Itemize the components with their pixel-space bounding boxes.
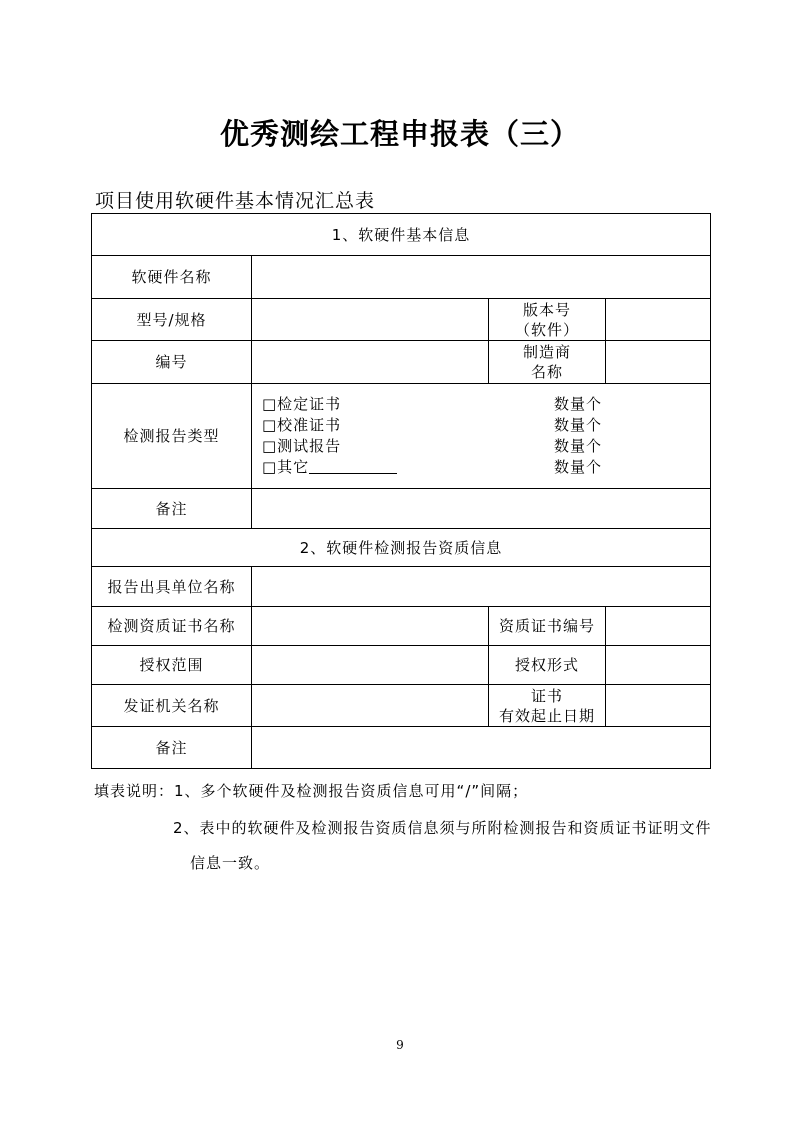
validity-label-line2: 有效起止日期 bbox=[498, 706, 595, 725]
validity-label bbox=[489, 685, 606, 727]
page-title: 优秀测绘工程申报表（三） bbox=[219, 117, 580, 151]
checkbox-other-label: □其它 bbox=[262, 458, 310, 476]
remark2-label: 备注 bbox=[92, 727, 252, 769]
section1-header: 1、软硬件基本信息 bbox=[92, 214, 711, 256]
remark2-row bbox=[92, 727, 711, 769]
maker-field[interactable] bbox=[606, 341, 711, 384]
quantity-verification[interactable]: 数量个 bbox=[554, 395, 603, 413]
version-field[interactable] bbox=[606, 299, 711, 341]
validity-field[interactable] bbox=[606, 685, 711, 727]
checkbox-test-report[interactable]: □测试报告 bbox=[262, 437, 342, 455]
qualification-field[interactable] bbox=[252, 607, 489, 646]
name-label: 软硬件名称 bbox=[92, 256, 252, 299]
scope-label: 授权范围 bbox=[92, 646, 252, 685]
section2-header-row bbox=[92, 529, 711, 567]
scope-row bbox=[92, 646, 711, 685]
version-label-line2: （软件） bbox=[514, 320, 579, 339]
qualification-row bbox=[92, 607, 711, 646]
qualification-label: 检测资质证书名称 bbox=[92, 607, 252, 646]
number-label: 编号 bbox=[92, 341, 252, 384]
remark1-field[interactable] bbox=[252, 489, 711, 529]
issuer-label: 报告出具单位名称 bbox=[92, 567, 252, 607]
checkbox-calibration-certificate[interactable]: □校准证书 bbox=[262, 416, 342, 434]
note-line-2: 2、表中的软硬件及检测报告资质信息须与所附检测报告和资质证书证明文件 bbox=[173, 819, 712, 837]
version-label-line1: 版本号 bbox=[522, 300, 571, 319]
authority-label: 发证机关名称 bbox=[92, 685, 252, 727]
checkbox-verification-certificate[interactable]: □检定证书 bbox=[262, 395, 342, 413]
other-blank-line[interactable] bbox=[309, 459, 397, 474]
quantity-calibration[interactable]: 数量个 bbox=[554, 416, 603, 434]
note-line-3: 信息一致。 bbox=[190, 854, 271, 872]
model-field[interactable] bbox=[252, 299, 489, 341]
issuer-row bbox=[92, 567, 711, 607]
model-label: 型号/规格 bbox=[92, 299, 252, 341]
cert-number-field[interactable] bbox=[606, 607, 711, 646]
number-field[interactable] bbox=[252, 341, 489, 384]
name-field[interactable] bbox=[252, 256, 711, 299]
section1-header-row bbox=[92, 214, 711, 256]
validity-label-line1: 证书 bbox=[530, 686, 563, 705]
note-line-1: 填表说明：1、多个软硬件及检测报告资质信息可用“/”间隔； bbox=[94, 782, 529, 800]
declaration-form-table bbox=[91, 213, 711, 769]
section2-header: 2、软硬件检测报告资质信息 bbox=[92, 529, 711, 567]
report-type-checklist bbox=[262, 394, 397, 478]
number-row bbox=[92, 341, 711, 384]
remark1-label: 备注 bbox=[92, 489, 252, 529]
authority-field[interactable] bbox=[252, 685, 489, 727]
table-caption: 项目使用软硬件基本情况汇总表 bbox=[95, 190, 376, 212]
authority-row bbox=[92, 685, 711, 727]
auth-form-field[interactable] bbox=[606, 646, 711, 685]
cert-number-label: 资质证书编号 bbox=[489, 607, 606, 646]
page-number: 9 bbox=[396, 1038, 404, 1052]
name-row bbox=[92, 256, 711, 299]
auth-form-label: 授权形式 bbox=[489, 646, 606, 685]
quantity-other[interactable]: 数量个 bbox=[554, 458, 603, 476]
scope-field[interactable] bbox=[252, 646, 489, 685]
model-row bbox=[92, 299, 711, 341]
version-label bbox=[489, 299, 606, 341]
quantity-column bbox=[554, 394, 602, 478]
checkbox-other[interactable] bbox=[262, 457, 397, 478]
remark1-row bbox=[92, 489, 711, 529]
quantity-test-report[interactable]: 数量个 bbox=[554, 437, 603, 455]
maker-label-line2: 名称 bbox=[530, 363, 563, 381]
report-type-options bbox=[252, 384, 711, 489]
report-type-row bbox=[92, 384, 711, 489]
maker-label bbox=[489, 341, 606, 384]
remark2-field[interactable] bbox=[252, 727, 711, 769]
issuer-field[interactable] bbox=[252, 567, 711, 607]
report-type-label: 检测报告类型 bbox=[92, 384, 252, 489]
maker-label-line1: 制造商 bbox=[522, 343, 571, 361]
